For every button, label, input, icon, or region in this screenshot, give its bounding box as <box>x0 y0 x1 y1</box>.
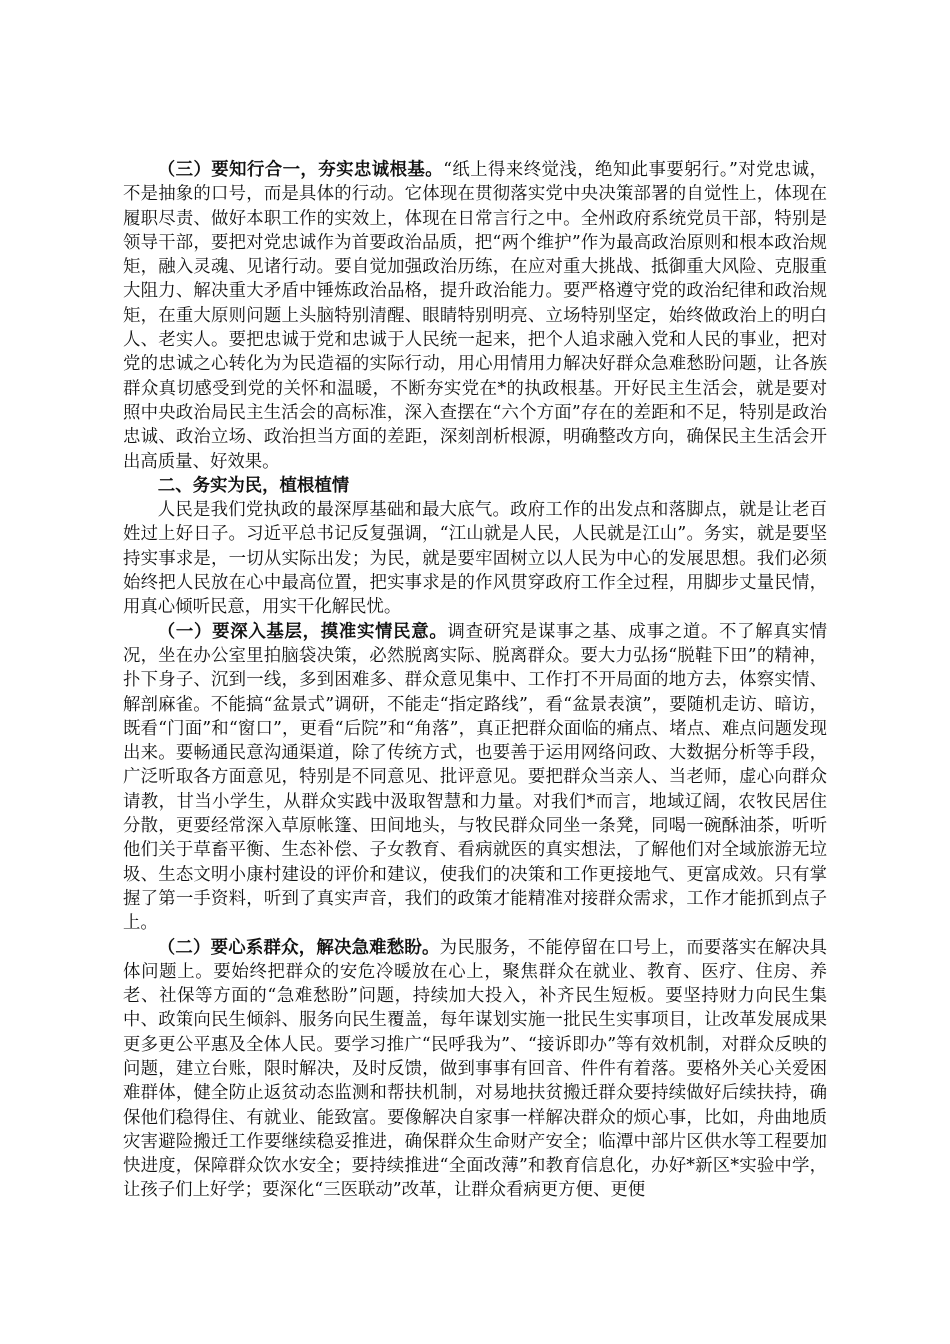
paragraph-text: 调查研究是谋事之基、成事之道。不了解真实情况，坐在办公室里拍脑袋决策，必然脱离实际、脱离群众。要大力弘扬“脱鞋下田”的精神，扑下身子、沉到一线，多到困难多、群众意见集中、工作打不开局面的地方去，体察实情、解剖麻雀。不能搞“盆景式”调研，不能走“指定路线”，看“盆景表演”，要随机走访、暗访，既看“门面”和“窗口”，更看“后院”和“角落”，真正把群众面临的痛点、堵点、难点问题发现出来。要畅通民意沟通渠道，除了传统方式，也要善于运用网络问政、大数据分析等手段，广泛听取各方面意见，特别是不同意见、批评意见。要把群众当亲人、当老师，虚心向群众请教，甘当小学生，从群众实践中汲取智慧和力量。对我们*而言，地域辽阔，农牧民居住分散，更要经常深入草原帐篷、田间地头，与牧民群众同坐一条凳，同喝一碗酥油茶，听听他们关于草畜平衡、生态补偿、子女教育、看病就医的真实想法，了解他们对全域旅游无垃圾、生态文明小康村建设的评价和建议，使我们的决策和工作更接地气、更富成效。只有掌握了第一手资料，听到了真实声音，我们的政策才能精准对接群众需求，工作才能抓到点子上。 <box>123 621 827 934</box>
subheading-zhixingheyi: （三）要知行合一，夯实忠诚根基。 <box>157 160 444 180</box>
paragraph-masses <box>123 936 827 1203</box>
section-heading-wushi-weimin: 二、务实为民，植根植情 <box>157 475 350 496</box>
paragraph-text: “纸上得来终觉浅，绝知此事要躬行。”对党忠诚，不是抽象的口号，而是具体的行动。它体现在贯彻落实党中央决策部署的自觉性上，体现在履职尽责、做好本职工作的实效上，体现在日常言行之中。全州政府系统党员干部，特别是领导干部，要把对党忠诚作为首要政治品质，把“两个维护”作为最高政治原则和根本政治规矩，融入灵魂、见诸行动。要自觉加强政治历练，在应对重大挑战、抵御重大风险、克服重大阻力、解决重大矛盾中锤炼政治品格，提升政治能力。要严格遵守党的政治纪律和政治规矩，在重大原则问题上头脑特别清醒、眼睛特别明亮、立场特别坚定，始终做政治上的明白人、老实人。要把忠诚于党和忠诚于人民统一起来，把个人追求融入党和人民的事业，把对党的忠诚之心转化为为民造福的实际行动，用心用情用力解决好群众急难愁盼问题，让各族群众真切感受到党的关怀和温暖，不断夯实党在*的执政根基。开好民主生活会，就是要对照中央政治局民主生活会的高标准，深入查摆在“六个方面”存在的差距和不足，特别是政治忠诚、政治立场、政治担当方面的差距，深刻剖析根源，明确整改方向，确保民主生活会开出高质量、好效果。 <box>123 160 827 472</box>
paragraph-loyalty <box>123 158 827 474</box>
paragraph-text: 人民是我们党执政的最深厚基础和最大底气。政府工作的出发点和落脚点，就是让老百姓过上好日子。习近平总书记反复强调，“江山就是人民，人民就是江山”。务实，就是要坚持实事求是，一切从实际出发；为民，就是要牢固树立以人民为中心的发展思想。我们必须始终把人民放在心中最高位置，把实事求是的作风贯穿政府工作全过程，用脚步丈量民情，用真心倾听民意，用实干化解民忧。 <box>123 500 827 618</box>
paragraph-people <box>123 498 827 619</box>
paragraph-text: 为民服务，不能停留在口号上，而要落实在解决具体问题上。要始终把群众的安危冷暖放在心上，聚焦群众在就业、教育、医疗、住房、养老、社保等方面的“急难愁盼”问题，持续加大投入，补齐民生短板。要坚持财力向民生集中、政策向民生倾斜、服务向民生覆盖，每年谋划实施一批民生实事项目，让改革发展成果更多更公平惠及全体人民。要学习推广“民呼我为”、“接诉即办”等有效机制，对群众反映的问题，建立台账，限时解决，及时反馈，做到事事有回音、件件有着落。要格外关心关爱困难群体，健全防止返贫动态监测和帮扶机制，对易地扶贫搬迁群众要持续做好后续扶持，确保他们稳得住、有就业、能致富。要像解决自家事一样解决群众的烦心事，比如，舟曲地质灾害避险搬迁工作要继续稳妥推进，确保群众生命财产安全；临潭中部片区供水等工程要加快进度，保障群众饮水安全；要持续推进“全面改薄”和教育信息化，办好*新区*实验中学，让孩子们上好学；要深化“三医联动”改革，让群众看病更方便、更便 <box>123 937 827 1201</box>
document-body <box>123 158 827 1203</box>
paragraph-grassroots <box>123 620 827 936</box>
subheading-shenru-jiceng: （一）要深入基层，摸准实情民意。 <box>157 621 448 642</box>
subheading-xinxi-qunzhong: （二）要心系群众，解决急难愁盼。 <box>157 937 440 958</box>
